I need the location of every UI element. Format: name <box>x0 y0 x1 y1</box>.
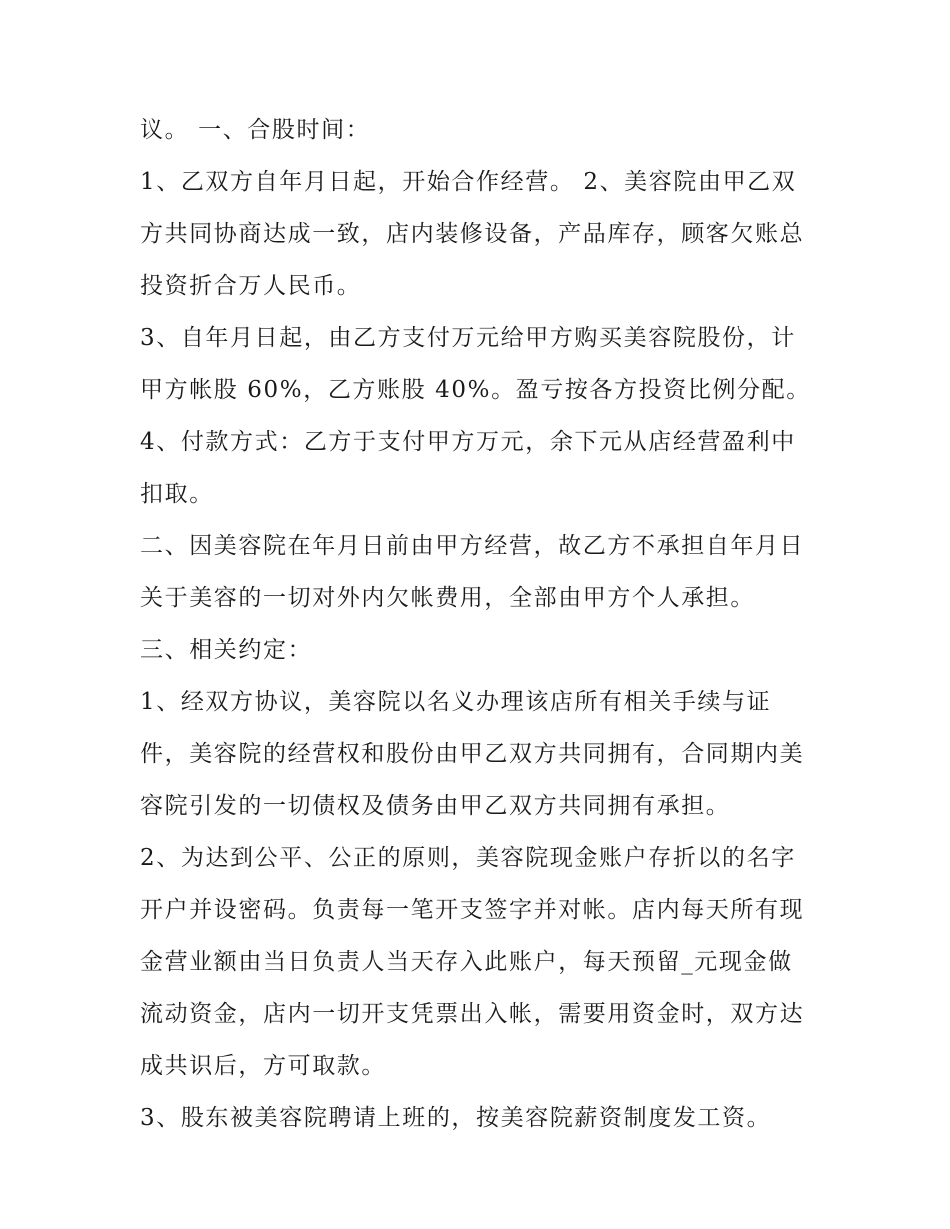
text-line: 容院引发的一切债权及债务由甲乙双方共同拥有承担。 <box>140 793 731 819</box>
text-line: 二、因美容院在年月日前由甲方经营，故乙方不承担自年月日 <box>140 533 805 559</box>
text-line: 2、为达到公平、公正的原则，美容院现金账户存折以的名字 <box>140 845 796 871</box>
text-line: 3、自年月日起，由乙方支付万元给甲方购买美容院股份，计 <box>140 325 796 351</box>
text-line: 3、股东被美容院聘请上班的，按美容院薪资制度发工资。 <box>140 1105 772 1131</box>
text-line: 1、乙双方自年月日起，开始合作经营。 2、美容院由甲乙双 <box>140 169 797 195</box>
document-body <box>140 104 820 1144</box>
text-line: 4、付款方式：乙方于支付甲方万元，余下元从店经营盈利中 <box>140 429 796 455</box>
text-line: 议。 一、合股时间： <box>140 117 371 143</box>
text-line: 投资折合万人民币。 <box>140 273 362 299</box>
text-line: 成共识后，方可取款。 <box>140 1053 386 1079</box>
text-line: 关于美容的一切对外内欠帐费用，全部由甲方个人承担。 <box>140 585 755 611</box>
text-line: 件，美容院的经营权和股份由甲乙双方共同拥有，合同期内美 <box>140 741 805 767</box>
text-line: 方共同协商达成一致，店内装修设备，产品库存，顾客欠账总 <box>140 221 805 247</box>
text-line: 1、经双方协议，美容院以名义办理该店所有相关手续与证 <box>140 689 772 715</box>
text-line: 开户并设密码。负责每一笔开支签字并对帐。店内每天所有现 <box>140 897 805 923</box>
text-line: 甲方帐股 60%，乙方账股 40%。盈亏按各方投资比例分配。 <box>140 377 811 403</box>
text-line: 金营业额由当日负责人当天存入此账户，每天预留_元现金做 <box>140 949 793 975</box>
text-line: 流动资金，店内一切开支凭票出入帐，需要用资金时，双方达 <box>140 1001 805 1027</box>
text-line: 三、相关约定： <box>140 637 313 663</box>
text-line: 扣取。 <box>140 481 214 507</box>
